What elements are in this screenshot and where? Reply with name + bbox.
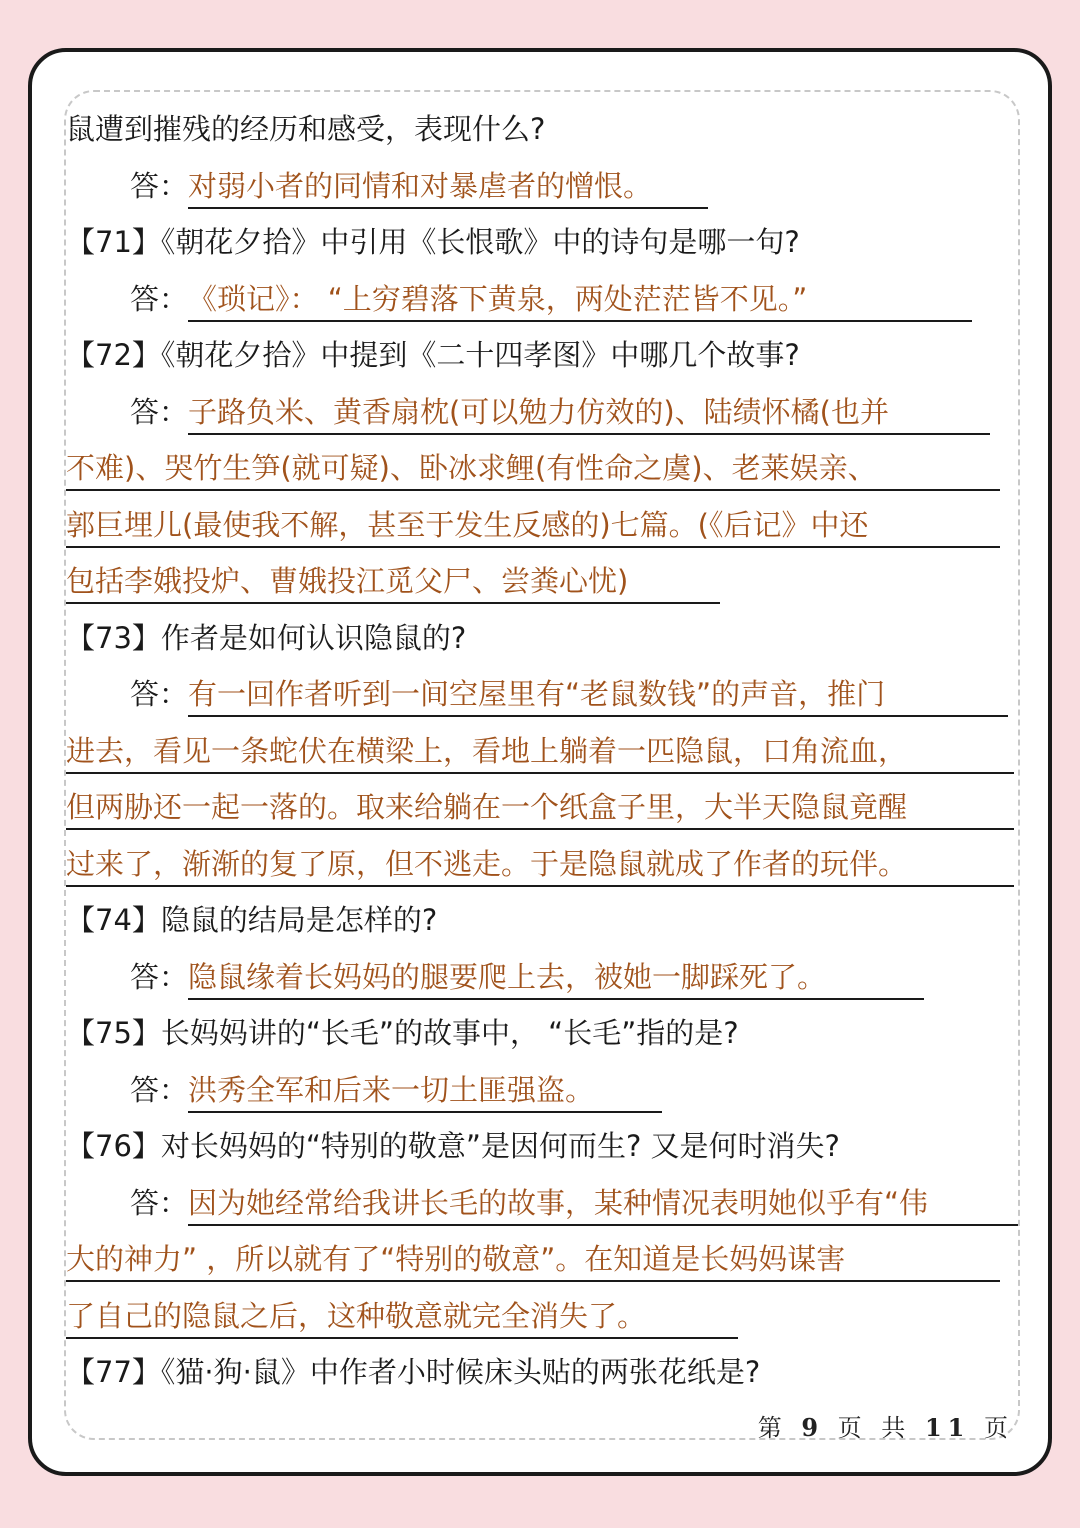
answer-line	[66, 158, 1018, 215]
page-current: 9	[801, 1413, 825, 1442]
question-text: 【77】《猫·狗·鼠》中作者小时候床头贴的两张花纸是?	[66, 1355, 761, 1389]
answer-70: 对弱小者的同情和对暴虐者的憎恨。	[188, 167, 708, 209]
answer-76-line3: 了自己的隐鼠之后，这种敬意就完全消失了。	[66, 1297, 738, 1339]
answer-line	[66, 1288, 1018, 1345]
page-suffix: 页	[984, 1414, 1014, 1442]
answer-line	[66, 271, 1018, 328]
question-text: 【73】作者是如何认识隐鼠的?	[66, 620, 467, 655]
answer-line	[66, 1062, 1018, 1119]
page-number	[758, 1408, 1014, 1443]
answer-line	[66, 949, 1018, 1006]
answer-line	[66, 1175, 1018, 1232]
question-text: 【74】隐鼠的结局是怎样的?	[66, 903, 438, 937]
question-71	[66, 214, 1018, 271]
answer-76-line1: 因为她经常给我讲长毛的故事，某种情况表明她似乎有“伟	[188, 1184, 1018, 1226]
question-72	[66, 327, 1018, 384]
answer-73-line4: 过来了，渐渐的复了原，但不逃走。于是隐鼠就成了作者的玩伴。	[66, 845, 1014, 887]
text-line	[66, 101, 1018, 158]
answer-72-line4: 包括李娥投炉、曹娥投江觅父尸、尝粪心忧)	[66, 562, 720, 604]
answer-label: 答：	[130, 959, 189, 994]
answer-line	[66, 1231, 1018, 1288]
answer-71: 《琐记》： “上穷碧落下黄泉，两处茫茫皆不见。”	[188, 280, 972, 322]
page-prefix: 第	[757, 1414, 788, 1442]
document-body	[66, 101, 1018, 1401]
answer-line	[66, 779, 1018, 836]
answer-73-line3: 但两胁还一起一落的。取来给躺在一个纸盒子里，大半天隐鼠竟醒	[66, 788, 1014, 830]
answer-73-line2: 进去，看见一条蛇伏在横梁上，看地上躺着一匹隐鼠，口角流血，	[66, 732, 1014, 774]
answer-72-line2: 不难)、哭竹生笋(就可疑)、卧冰求鲤(有性命之虞)、老莱娱亲、	[66, 449, 1000, 491]
question-text: 【72】《朝花夕拾》中提到《二十四孝图》中哪几个故事?	[66, 338, 800, 372]
question-77	[66, 1344, 1018, 1401]
answer-line	[66, 553, 1018, 610]
answer-label: 答：	[130, 281, 189, 316]
question-text: 【75】长妈妈讲的“长毛”的故事中， “长毛”指的是?	[66, 1016, 739, 1050]
answer-72-line1: 子路负米、黄香扇枕(可以勉力仿效的)、陆绩怀橘(也并	[188, 393, 990, 435]
answer-line	[66, 497, 1018, 554]
question-text: 【76】对长妈妈的“特别的敬意”是因何而生? 又是何时消失?	[66, 1129, 840, 1163]
answer-76-line2: 大的神力” ，所以就有了“特别的敬意”。在知道是长妈妈谋害	[66, 1240, 1000, 1282]
answer-line	[66, 384, 1018, 441]
answer-label: 答：	[130, 168, 189, 203]
answer-label: 答：	[130, 1072, 189, 1107]
answer-75: 洪秀全军和后来一切土匪强盗。	[188, 1071, 662, 1113]
answer-line	[66, 723, 1018, 780]
question-continuation: 鼠遭到摧残的经历和感受，表现什么?	[66, 112, 546, 146]
answer-label: 答：	[130, 394, 189, 429]
answer-label: 答：	[130, 677, 189, 711]
page-total: 11	[924, 1413, 971, 1442]
answer-label: 答：	[130, 1185, 189, 1220]
question-76	[66, 1118, 1018, 1175]
question-73	[66, 610, 1018, 667]
answer-72-line3: 郭巨埋儿(最使我不解，甚至于发生反感的)七篇。(《后记》中还	[66, 506, 1000, 548]
answer-line	[66, 440, 1018, 497]
answer-73-line1: 有一回作者听到一间空屋里有“老鼠数钱”的声音，推门	[188, 675, 1008, 717]
question-text: 【71】《朝花夕拾》中引用《长恨歌》中的诗句是哪一句?	[66, 225, 800, 259]
answer-line	[66, 836, 1018, 893]
question-74	[66, 892, 1018, 949]
answer-line	[66, 666, 1018, 723]
question-75	[66, 1005, 1018, 1062]
answer-74: 隐鼠缘着长妈妈的腿要爬上去，被她一脚踩死了。	[188, 958, 924, 1000]
page-mid: 页 共	[837, 1414, 912, 1442]
